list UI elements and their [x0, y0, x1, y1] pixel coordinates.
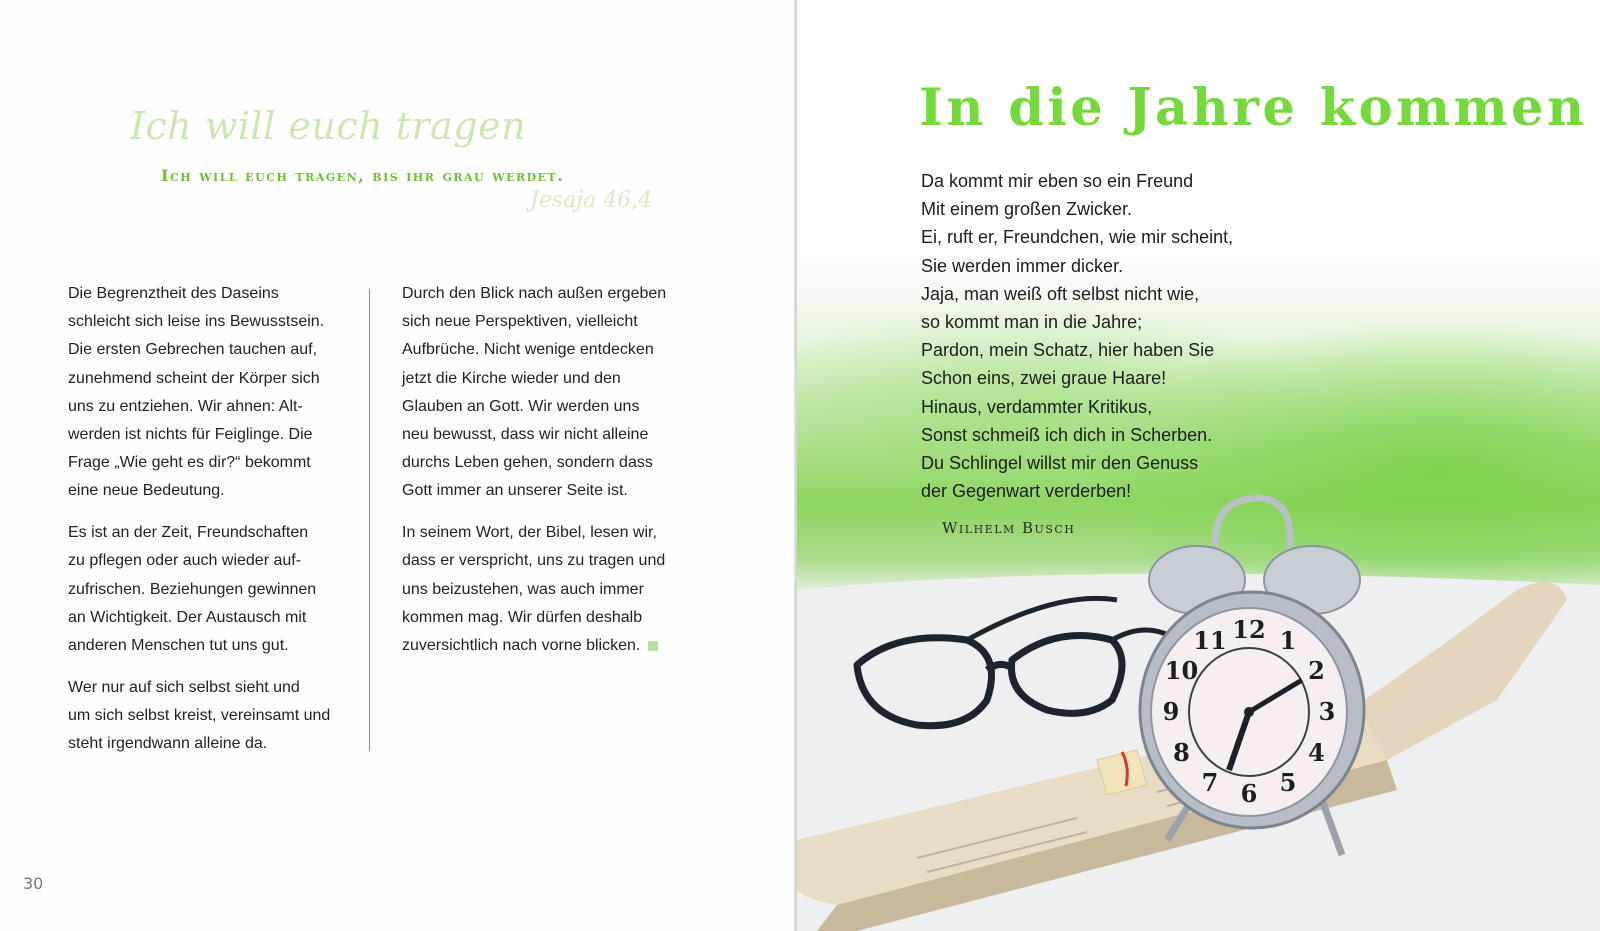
clock-number: 11 — [1193, 626, 1227, 655]
poem-line: Schon eins, zwei graue Haare! — [921, 368, 1167, 389]
clock-number: 5 — [1279, 768, 1297, 797]
poem-line: Ei, ruft er, Freundchen, wie mir scheint, — [921, 227, 1234, 248]
text-line: Durch den Blick nach außen ergeben — [402, 285, 667, 302]
script-title: Ich will euch tragen — [130, 104, 527, 148]
paragraph — [68, 519, 358, 660]
text-line: zu pflegen oder auch wieder auf- — [68, 552, 302, 570]
clock-number: 9 — [1162, 697, 1180, 726]
text-line: dass er verspricht, uns zu tragen und — [402, 552, 666, 570]
text-line: werden ist nichts für Feiglinge. Die — [68, 426, 313, 444]
clock-number: 10 — [1164, 656, 1199, 685]
text-column-right — [402, 280, 702, 674]
poem-line: Du Schlingel willst mir den Genuss — [921, 453, 1199, 474]
text-line: an Wichtigkeit. Der Austausch mit — [68, 608, 307, 626]
paragraph — [68, 280, 358, 506]
text-line: Gott immer an unserer Seite ist. — [402, 482, 628, 500]
verse-reference: Jesaja 46,4 — [530, 188, 653, 213]
end-mark-square — [648, 641, 658, 651]
poem-line: Pardon, mein Schatz, hier haben Sie — [921, 340, 1215, 361]
text-line: Glauben an Gott. Wir werden uns — [402, 397, 640, 415]
clock-number: 6 — [1240, 779, 1258, 808]
poem-author: Wilhelm Busch — [942, 519, 1076, 537]
text-line: Frage „Wie geht es dir?“ bekommt — [68, 454, 311, 472]
paragraph — [402, 280, 702, 506]
text-line: sich neue Perspektiven, vielleicht — [402, 313, 638, 331]
text-line: durchs Leben gehen, sondern dass — [402, 454, 653, 472]
poem-line: Hinaus, verdammter Kritikus, — [921, 396, 1153, 417]
paragraph — [68, 674, 358, 759]
clock-number: 1 — [1279, 626, 1297, 655]
clock-number: 8 — [1173, 738, 1190, 767]
text-line: kommen mag. Wir dürfen deshalb — [402, 608, 643, 626]
text-line: neu bewusst, dass wir nicht alleine — [402, 426, 649, 444]
bible-verse: Ich will euch tragen, bis ihr grau werdet. — [161, 166, 565, 185]
text-line: jetzt die Kirche wieder und den — [402, 369, 621, 387]
clock-number: 4 — [1308, 738, 1325, 767]
clock-number: 12 — [1232, 615, 1266, 644]
poem — [921, 167, 1233, 505]
poem-line: Sonst schmeiß ich dich in Scherben. — [921, 424, 1213, 445]
text-line: anderen Menschen tut uns gut. — [68, 636, 289, 654]
text-column-left — [68, 280, 358, 772]
text-line: In seinem Wort, der Bibel, lesen wir, — [402, 524, 657, 542]
clock-number: 3 — [1318, 697, 1336, 726]
poem-line: Jaja, man weiß oft selbst nicht wie, — [921, 283, 1200, 304]
text-line: Aufbrüche. Nicht wenige entdecken — [402, 341, 654, 359]
page-number: 30 — [23, 874, 44, 893]
left-page — [0, 0, 796, 931]
text-line: Wer nur auf sich selbst sieht und — [68, 678, 300, 696]
text-line: zunehmend scheint der Körper sich — [68, 369, 320, 387]
clock-number: 2 — [1308, 656, 1325, 685]
poem-line: so kommt man in die Jahre; — [921, 312, 1143, 333]
right-page — [797, 0, 1600, 931]
paragraph — [402, 519, 702, 660]
poem-line: der Gegenwart verderben! — [921, 481, 1132, 502]
poem-line: Da kommt mir eben so ein Freund — [921, 171, 1194, 191]
poem-line: Mit einem großen Zwicker. — [921, 199, 1133, 220]
text-line: uns beizustehen, was auch immer — [402, 580, 644, 598]
clock-number: 7 — [1201, 768, 1219, 797]
text-line: schleicht sich leise ins Bewusstsein. — [68, 313, 325, 331]
text-line: um sich selbst kreist, vereinsamt und — [68, 706, 331, 724]
text-line: zuversichtlich nach vorne blicken. — [402, 632, 702, 660]
text-line: steht irgendwann alleine da. — [68, 735, 268, 753]
text-line: Es ist an der Zeit, Freundschaften — [68, 524, 309, 542]
chapter-title: In die Jahre kommen — [919, 78, 1588, 138]
text-line: eine neue Bedeutung. — [68, 482, 225, 500]
column-divider — [369, 289, 370, 751]
poem-line: Sie werden immer dicker. — [921, 255, 1124, 276]
text-line: Die Begrenztheit des Daseins — [68, 285, 279, 302]
text-line: uns zu entziehen. Wir ahnen: Alt- — [68, 397, 303, 415]
text-line: zufrischen. Beziehungen gewinnen — [68, 580, 317, 598]
text-line: Die ersten Gebrechen tauchen auf, — [68, 341, 318, 359]
